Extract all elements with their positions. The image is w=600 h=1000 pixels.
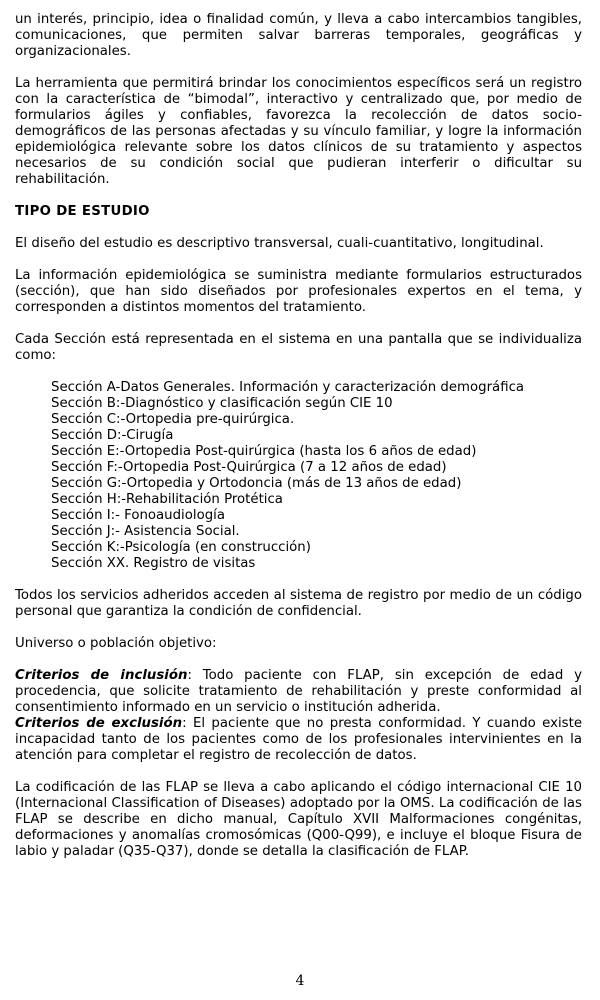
inclusion-criteria-paragraph [15, 668, 582, 716]
list-item: Sección C:-Ortopedia pre-quirúrgica. [51, 412, 295, 427]
list-item: Sección K:-Psicología (en construcción) [51, 540, 311, 555]
list-item: Sección J:- Asistencia Social. [51, 524, 240, 539]
registry-tool-paragraph: La herramienta que permitirá brindar los conocimientos específicos será un registro con la característica de “bimodal”, interactivo y centralizado que, por medio de formularios ágiles y confiables, favorezca la recolección de datos socio-demográficos de las personas afectadas y su vínculo familiar, y logre la información epidemiológica relevante sobre los datos clínicos de su tratamiento y aspectos necesarios de su condición social que pudieran interferir o dificultar su rehabilitación. [15, 76, 582, 187]
list-item: Sección A-Datos Generales. Información y caracterización demográfica [51, 380, 525, 395]
list-item: Sección F:-Ortopedia Post-Quirúrgica (7 a 12 años de edad) [51, 460, 447, 475]
list-item: Sección G:-Ortopedia y Ortodoncia (más de 13 años de edad) [51, 476, 462, 491]
list-item: Sección XX. Registro de visitas [51, 556, 256, 571]
list-item: Sección I:- Fonoaudiología [51, 508, 225, 523]
exclusion-criteria-text: : El paciente que no presta conformidad. Y cuando existe incapacidad tanto de los pacientes como de los profesionales intervinientes en la atención para completar el registro de recolección de datos. [15, 716, 583, 763]
exclusion-criteria-term: Criterios de exclusión [15, 716, 183, 731]
list-item: Sección B:-Diagnóstico y clasificación según CIE 10 [51, 396, 393, 411]
section-list [51, 380, 582, 572]
study-type-heading: TIPO DE ESTUDIO [15, 204, 150, 219]
inclusion-criteria-term: Criterios de inclusión [15, 668, 188, 683]
epidemiological-info-paragraph: La información epidemiológica se suministra mediante formularios estructurados (sección), que han sido diseñados por profesionales expertos en el tema, y corresponden a distintos momentos del tratamiento. [15, 268, 582, 315]
section-intro-paragraph: Cada Sección está representada en el sistema en una pantalla que se individualiza como: [15, 332, 582, 363]
study-design-paragraph: El diseño del estudio es descriptivo transversal, cuali-cuantitativo, longitudinal. [15, 236, 544, 251]
list-item: Sección H:-Rehabilitación Protética [51, 492, 283, 507]
page-number: 4 [295, 973, 305, 989]
coding-paragraph: La codificación de las FLAP se lleva a cabo aplicando el código internacional CIE 10 (Internacional Classification of Diseases) adoptado por la OMS. La codificación de las FLAP se describe en dicho manual, Capítulo XVII Malformaciones congénitas, deformaciones y anomalías cromosómicas (Q00-Q99), e incluye el bloque Fisura de labio y paladar (Q35-Q37), donde se detalla la clasificación de FLAP. [15, 780, 582, 859]
inclusion-criteria-text: : Todo paciente con FLAP, sin excepción de edad y procedencia, que solicite tratamiento de rehabilitación y preste conformidad al consentimiento informado en un servicio o institución adherida. [15, 668, 582, 715]
exclusion-criteria-paragraph [15, 716, 582, 764]
target-population-paragraph: Universo o población objetivo: [15, 636, 217, 651]
document-page [15, 12, 582, 876]
list-item: Sección D:-Cirugía [51, 428, 174, 443]
access-paragraph: Todos los servicios adheridos acceden al sistema de registro por medio de un código personal que garantiza la condición de confidencial. [15, 588, 582, 619]
intro-continuation-paragraph: un interés, principio, idea o finalidad común, y lleva a cabo intercambios tangibles, comunicaciones, que permiten salvar barreras temporales, geográficas y organizacionales. [15, 12, 582, 59]
list-item: Sección E:-Ortopedia Post-quirúrgica (hasta los 6 años de edad) [51, 444, 477, 459]
